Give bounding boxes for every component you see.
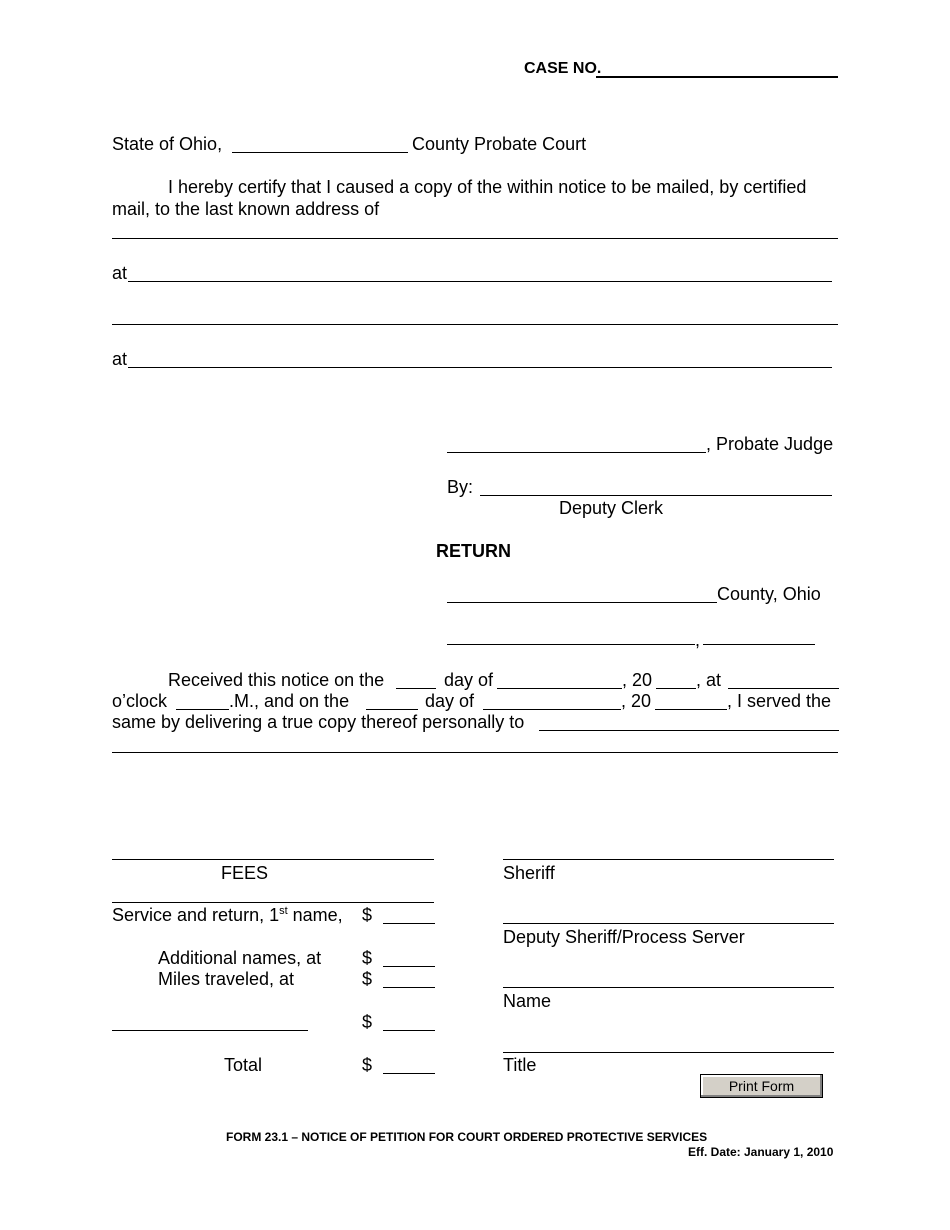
deputy-clerk-label: Deputy Clerk (559, 498, 664, 518)
address-field-2[interactable] (128, 367, 832, 368)
return-date-comma: , (695, 630, 701, 650)
probate-court-label: County Probate Court (412, 134, 587, 154)
return-year-field[interactable] (703, 644, 815, 645)
addressee-name-field-2[interactable] (112, 324, 838, 325)
delivered-text: same by delivering a true copy thereof personally to (112, 712, 525, 732)
state-label: State of Ohio, (112, 134, 223, 154)
deputy-clerk-field[interactable] (480, 495, 832, 496)
fees-heading: FEES (221, 863, 269, 883)
at-label-2: at (112, 349, 128, 369)
m-and-on-label: .M., and on the (229, 691, 350, 711)
additional-names-label: Additional names, at (158, 948, 322, 968)
total-fee-field[interactable] (383, 1073, 435, 1074)
received-at-label: , at (696, 670, 722, 690)
miles-fee-field[interactable] (383, 987, 435, 988)
served-text: , I served the (727, 691, 832, 711)
other-fee-label-field[interactable] (112, 1030, 308, 1031)
return-date-field[interactable] (447, 644, 695, 645)
other-fee-field[interactable] (383, 1030, 435, 1031)
effective-date: Eff. Date: January 1, 2010 (688, 1145, 834, 1159)
by-label: By: (447, 477, 474, 497)
received-month-field[interactable] (497, 688, 622, 689)
probate-judge-label: , Probate Judge (706, 434, 834, 454)
name-label: Name (503, 991, 552, 1011)
return-county-field[interactable] (447, 602, 717, 603)
fees-top-line (112, 859, 434, 860)
service-return-label: Service and return, 1st name, (112, 905, 343, 925)
print-form-button[interactable]: Print Form (700, 1074, 823, 1098)
sheriff-label: Sheriff (503, 863, 555, 883)
dollar-sign-total: $ (362, 1055, 373, 1075)
service-fee-field[interactable] (383, 923, 435, 924)
served-year-field[interactable] (655, 709, 727, 710)
deputy-sheriff-label: Deputy Sheriff/Process Server (503, 927, 745, 947)
received-time-field[interactable] (728, 688, 839, 689)
certificate-text-line2: mail, to the last known address of (112, 199, 380, 219)
served-day-field[interactable] (366, 709, 418, 710)
deputy-sheriff-field[interactable] (503, 923, 834, 924)
received-20-label: , 20 (622, 670, 653, 690)
miles-traveled-label: Miles traveled, at (158, 969, 295, 989)
additional-fee-field[interactable] (383, 966, 435, 967)
probate-judge-field[interactable] (447, 452, 706, 453)
served-person-field-2[interactable] (112, 752, 838, 753)
dollar-sign-additional: $ (362, 948, 373, 968)
addressee-name-field-1[interactable] (112, 238, 838, 239)
served-day-of-label: day of (425, 691, 475, 711)
total-label: Total (224, 1055, 263, 1075)
dollar-sign-miles: $ (362, 969, 373, 989)
received-year-field[interactable] (656, 688, 696, 689)
am-pm-field[interactable] (176, 709, 229, 710)
received-day-field[interactable] (396, 688, 436, 689)
received-day-of-label: day of (444, 670, 494, 690)
dollar-sign-other: $ (362, 1012, 373, 1032)
served-20-label: , 20 (621, 691, 652, 711)
name-field[interactable] (503, 987, 834, 988)
at-label-1: at (112, 263, 128, 283)
served-person-field[interactable] (539, 730, 839, 731)
address-field-1[interactable] (128, 281, 832, 282)
title-field[interactable] (503, 1052, 834, 1053)
oclock-label: o’clock (112, 691, 168, 711)
certificate-text-line1: I hereby certify that I caused a copy of the within notice to be mailed, by certified (168, 177, 807, 197)
case-no-field[interactable] (596, 76, 838, 78)
served-month-field[interactable] (483, 709, 621, 710)
county-field[interactable] (232, 152, 408, 153)
fees-heading-underline (112, 902, 434, 903)
county-ohio-label: County, Ohio (717, 584, 821, 604)
return-heading: RETURN (436, 541, 511, 561)
case-no-label: CASE NO. (524, 60, 602, 77)
form-title: FORM 23.1 – NOTICE OF PETITION FOR COURT ORDERED PROTECTIVE SERVICES (226, 1130, 708, 1144)
sheriff-signature-field[interactable] (503, 859, 834, 860)
title-label: Title (503, 1055, 537, 1075)
received-text-start: Received this notice on the (168, 670, 385, 690)
dollar-sign-service: $ (362, 905, 373, 925)
